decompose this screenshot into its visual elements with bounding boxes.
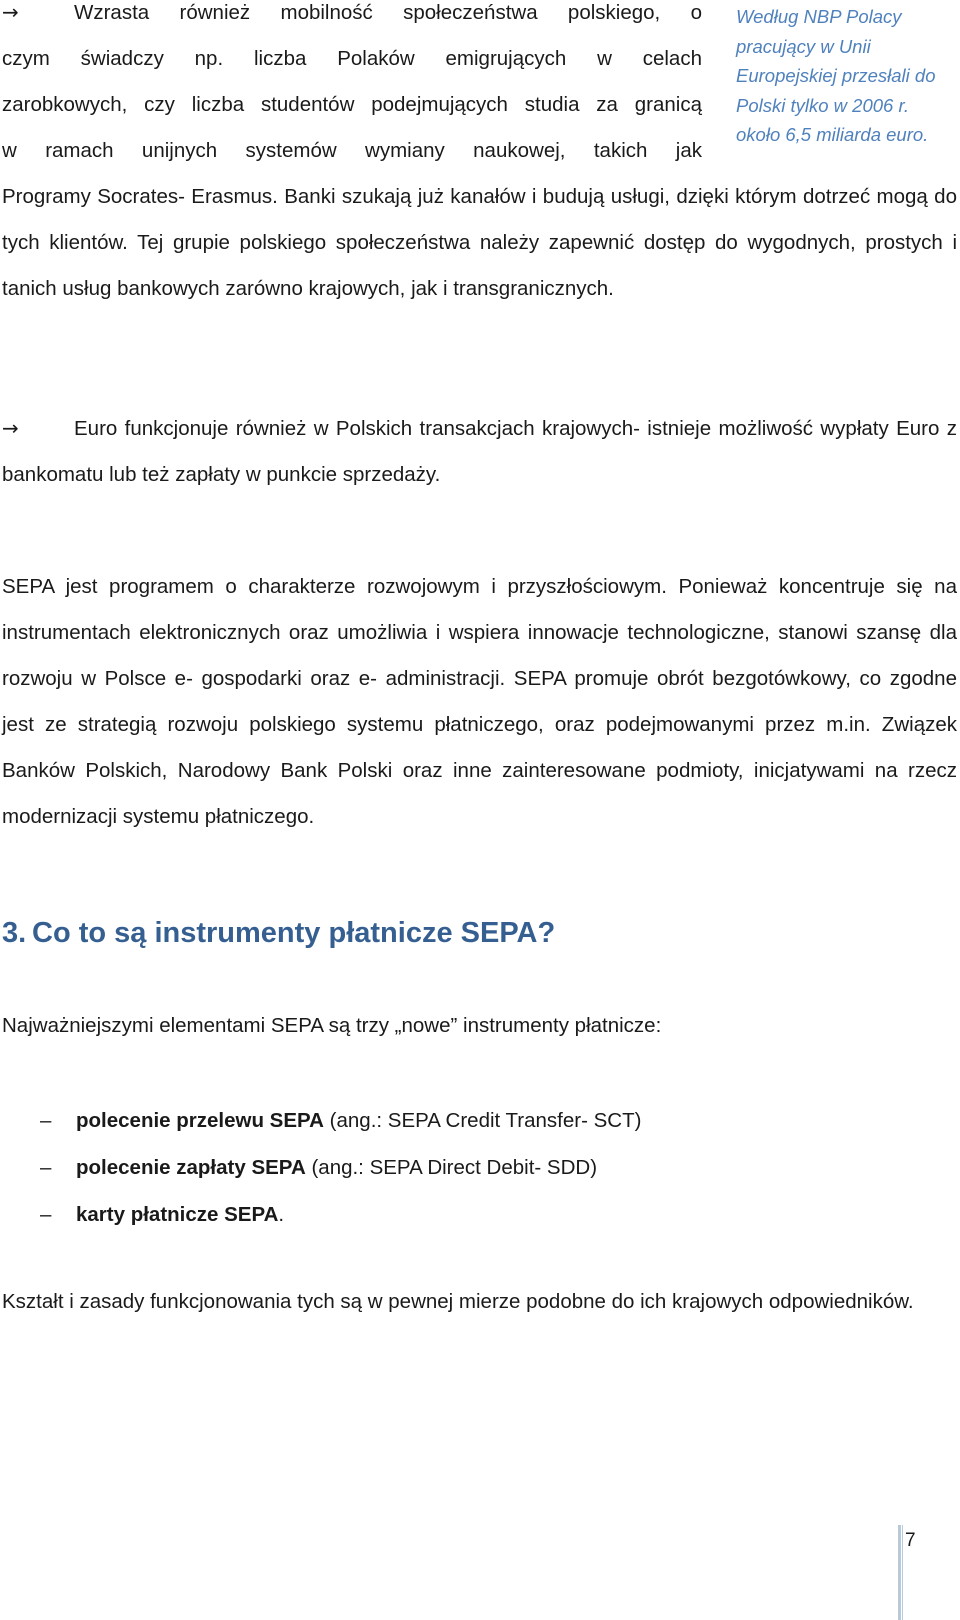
sepa-paragraph <box>2 564 957 840</box>
list-item <box>40 1097 641 1144</box>
instruments-list <box>40 1097 641 1238</box>
intro-continuation: Programy Socrates- Erasmus. Banki szukają już kanałów i budują usługi, dzięki którym dotrzeć mogą do tych klientów. Tej grupie polskiego społeczeństwa należy zapewnić dostęp do wygodnych, prostych i tanich usług bankowych zarówno krajowych, jak i transgranicznych. <box>2 185 957 300</box>
instruments-intro: Najważniejszymi elementami SEPA są trzy „nowe” instrumenty płatnicze: <box>2 1014 662 1037</box>
instrument-detail: (ang.: SEPA Direct Debit- SDD) <box>305 1156 598 1179</box>
page-number: 7 <box>905 1530 916 1551</box>
section-heading <box>2 913 555 953</box>
margin-note <box>736 2 958 150</box>
intro-line-3: zarobkowych, czy liczba studentów podejmujących studia za granicą <box>2 93 702 116</box>
section-number: 3. <box>2 917 27 949</box>
instrument-name: polecenie zapłaty SEPA <box>76 1156 306 1179</box>
instrument-name: karty płatnicze SEPA <box>76 1203 279 1226</box>
margin-note-line: Polski tylko w 2006 r. <box>736 94 910 116</box>
euro-text: Euro funkcjonuje również w Polskich transakcjach krajowych- istnieje możliwość wypłaty Euro z bankomatu lub też zapłaty w punkcie sprzedaży. <box>2 417 957 486</box>
instruments-intro-paragraph <box>2 1003 957 1049</box>
intro-line-4: w ramach unijnych systemów wymiany naukowej, takich jak <box>2 139 702 162</box>
intro-line-1: → Wzrasta również mobilność społeczeństwa polskiego, o <box>2 0 702 36</box>
dash-bullet-icon: – <box>40 1109 52 1132</box>
dash-bullet-icon: – <box>40 1156 52 1179</box>
list-item <box>40 1191 641 1238</box>
euro-paragraph <box>2 405 957 498</box>
closing-paragraph <box>2 1279 957 1325</box>
instrument-name: polecenie przelewu SEPA <box>76 1109 324 1132</box>
list-item <box>40 1144 641 1191</box>
margin-note-line: Europejskiej przesłali do <box>736 65 936 86</box>
dash-bullet-icon: – <box>40 1203 52 1226</box>
arrow-bullet-icon: → <box>2 416 19 440</box>
margin-note-line: około 6,5 miliarda euro. <box>736 124 929 145</box>
sepa-text: SEPA jest programem o charakterze rozwojowym i przyszłościowym. Ponieważ koncentruje się na instrumentach elektronicznych oraz umożliwia i wspiera innowacje technologiczne, stanowi szansę dla rozwoju w Polsce e- gospodarki oraz e- administracji. SEPA promuje obrót bezgotówkowy, co zgodne jest ze strategią rozwoju polskiego systemu płatniczego, oraz podejmowanymi przez m.in. Związek Banków Polskich, Narodowy Bank Polski oraz inne zainteresowane podmioty, inicjatywami na rzecz modernizacji systemu płatniczego. <box>2 575 957 828</box>
margin-note-line: Według NBP Polacy <box>736 6 902 27</box>
closing-text: Kształt i zasady funkcjonowania tych są w pewnej mierze podobne do ich krajowych odpowiedników. <box>2 1290 914 1313</box>
instrument-detail: (ang.: SEPA Credit Transfer- SCT) <box>323 1109 642 1132</box>
intro-line-2: czym świadczy np. liczba Polaków emigrujących w celach <box>2 47 702 70</box>
arrow-bullet-icon: → <box>2 0 19 24</box>
page-number-rule <box>898 1525 903 1620</box>
instrument-detail: . <box>278 1203 285 1226</box>
margin-note-line: pracujący w Unii <box>736 35 871 57</box>
section-title: Co to są instrumenty płatnicze SEPA? <box>32 917 556 949</box>
